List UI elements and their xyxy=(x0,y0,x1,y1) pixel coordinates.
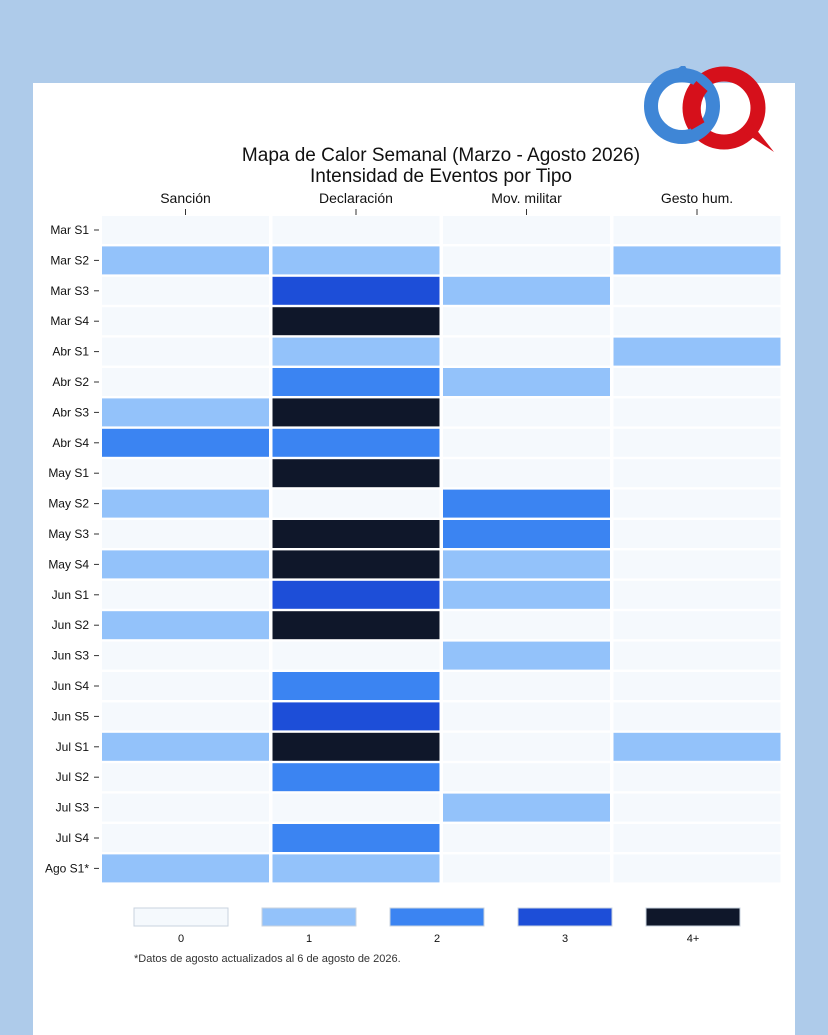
row-label: Jul S2 xyxy=(55,770,89,785)
chart-subtitle: Intensidad de Eventos por Tipo xyxy=(310,166,572,187)
heatmap-cell xyxy=(102,763,269,791)
heatmap-cell xyxy=(102,398,269,426)
heatmap-cell xyxy=(443,550,610,578)
legend-swatch xyxy=(134,908,228,926)
heatmap-cell xyxy=(614,794,781,822)
heatmap-cell xyxy=(273,398,440,426)
heatmap-cell xyxy=(273,368,440,396)
row-label: Abr S2 xyxy=(52,375,89,389)
heatmap-cell xyxy=(102,459,269,487)
legend-label: 2 xyxy=(433,933,441,945)
legend-swatch xyxy=(262,908,356,926)
heatmap-cell xyxy=(102,216,269,244)
heatmap-cell xyxy=(273,490,440,518)
heatmap-cell xyxy=(273,216,440,244)
row-label: May S3 xyxy=(48,527,89,541)
heatmap-cell xyxy=(443,246,610,274)
heatmap-cell xyxy=(273,581,440,609)
heatmap-cell xyxy=(443,368,610,396)
row-label: Jun S1 xyxy=(51,587,89,602)
heatmap-cell xyxy=(102,611,269,639)
column-label: Sanción xyxy=(160,190,211,206)
row-label: Abr S3 xyxy=(52,405,89,420)
heatmap-cell xyxy=(102,277,269,305)
heatmap-cell xyxy=(102,338,269,366)
heatmap-cell xyxy=(614,611,781,639)
heatmap-cell xyxy=(102,307,269,335)
row-label: Mar S1 xyxy=(50,223,89,237)
heatmap-cell xyxy=(614,338,781,366)
legend-label: 3 xyxy=(561,933,569,945)
heatmap-cell xyxy=(443,338,610,366)
heatmap-cell xyxy=(614,368,781,396)
row-label: Abr S4 xyxy=(52,435,89,450)
row-label: Jun S2 xyxy=(51,618,89,633)
heatmap-cell xyxy=(614,490,781,518)
heatmap-cell xyxy=(614,550,781,578)
row-label: Abr S1 xyxy=(52,344,89,359)
heatmap-cell xyxy=(273,733,440,761)
column-label: Gesto hum. xyxy=(660,190,734,206)
heatmap-cell xyxy=(273,611,440,639)
heatmap-cell xyxy=(614,277,781,305)
footnote: *Datos de agosto actualizados al 6 de agosto de 2026. xyxy=(134,953,401,965)
heatmap-cell xyxy=(443,277,610,305)
heatmap-cell xyxy=(443,611,610,639)
row-label: Mar S2 xyxy=(50,253,89,268)
heatmap-cell xyxy=(102,429,269,457)
heatmap-cell xyxy=(443,702,610,730)
heatmap-cell xyxy=(273,550,440,578)
heatmap-cell xyxy=(443,854,610,882)
heatmap-cell xyxy=(614,672,781,700)
heatmap-cell xyxy=(614,763,781,791)
heatmap-cell xyxy=(614,307,781,335)
heatmap-cell xyxy=(102,854,269,882)
heatmap-cell xyxy=(614,398,781,426)
legend-label: 4+ xyxy=(686,933,700,945)
heatmap-cell xyxy=(102,246,269,274)
heatmap-cell xyxy=(102,702,269,730)
heatmap-cell xyxy=(443,733,610,761)
heatmap-cell xyxy=(273,794,440,822)
heatmap-cell xyxy=(443,581,610,609)
row-label: Jul S3 xyxy=(55,800,89,815)
heatmap-cell xyxy=(102,794,269,822)
heatmap-cell xyxy=(443,490,610,518)
heatmap-cell xyxy=(273,459,440,487)
legend-swatch xyxy=(518,908,612,926)
row-label: May S4 xyxy=(48,557,89,572)
row-label: Ago S1* xyxy=(44,861,89,876)
heatmap-cell xyxy=(273,672,440,700)
heatmap-cell xyxy=(102,642,269,670)
heatmap-cell xyxy=(102,520,269,548)
chart-title: Mapa de Calor Semanal (Marzo - Agosto 2026) xyxy=(241,145,641,166)
heatmap-cell xyxy=(273,702,440,730)
row-label: Mar S3 xyxy=(50,283,89,298)
legend-label: 1 xyxy=(305,933,313,945)
heatmap-cell xyxy=(614,581,781,609)
row-label: Jun S5 xyxy=(51,709,89,724)
heatmap-cell xyxy=(273,642,440,670)
legend-label: 0 xyxy=(177,933,185,945)
heatmap-cell xyxy=(102,490,269,518)
heatmap-cell xyxy=(443,824,610,852)
heatmap-cell xyxy=(614,246,781,274)
heatmap-cell xyxy=(614,733,781,761)
heatmap-cell xyxy=(273,763,440,791)
heatmap-cell xyxy=(614,429,781,457)
heatmap-cell xyxy=(102,672,269,700)
heatmap-cell xyxy=(443,459,610,487)
heatmap-cell xyxy=(273,246,440,274)
heatmap-cell xyxy=(102,368,269,396)
row-label: Jul S1 xyxy=(55,739,89,754)
heatmap-cell xyxy=(273,824,440,852)
row-label: Jun S4 xyxy=(51,679,89,693)
heatmap-cell xyxy=(614,459,781,487)
legend-swatch xyxy=(390,908,484,926)
heatmap-cell xyxy=(273,520,440,548)
heatmap-cell xyxy=(443,520,610,548)
heatmap-cell xyxy=(443,398,610,426)
heatmap-cell xyxy=(614,854,781,882)
heatmap-cell xyxy=(614,520,781,548)
heatmap-cell xyxy=(273,338,440,366)
heatmap-cell xyxy=(273,277,440,305)
heatmap-cell xyxy=(614,824,781,852)
heatmap-cell xyxy=(102,550,269,578)
row-label: Jun S3 xyxy=(51,648,89,663)
heatmap-cell xyxy=(443,763,610,791)
row-label: Mar S4 xyxy=(50,314,89,329)
heatmap-cell xyxy=(443,672,610,700)
heatmap-cell xyxy=(443,216,610,244)
heatmap-cell xyxy=(102,733,269,761)
heatmap-cell xyxy=(273,429,440,457)
legend-swatch xyxy=(646,908,740,926)
heatmap-cell xyxy=(443,642,610,670)
heatmap-cell xyxy=(614,216,781,244)
heatmap-cell xyxy=(443,307,610,335)
row-label: May S2 xyxy=(48,496,89,511)
heatmap-cell xyxy=(273,854,440,882)
heatmap-cell xyxy=(102,581,269,609)
heatmap-cell xyxy=(614,642,781,670)
heatmap-cell xyxy=(614,702,781,730)
heatmap-cell xyxy=(273,307,440,335)
heatmap-cell xyxy=(443,429,610,457)
heatmap-cell xyxy=(102,824,269,852)
row-label: May S1 xyxy=(48,466,89,481)
column-label: Mov. militar xyxy=(491,190,562,206)
column-label: Declaración xyxy=(319,190,393,206)
heatmap-cell xyxy=(443,794,610,822)
row-label: Jul S4 xyxy=(55,831,89,845)
